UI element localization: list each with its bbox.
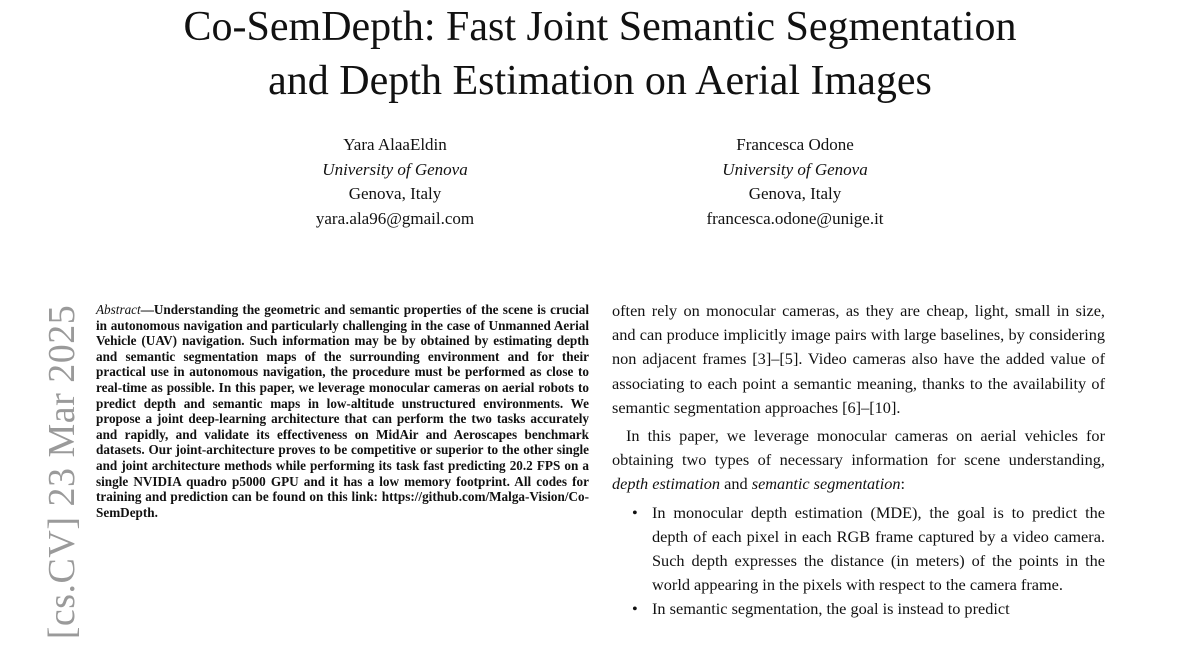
author-location: Genova, Italy [348,184,442,203]
arxiv-stamp-text: [cs.CV] 23 Mar 2025 [41,304,83,640]
abstract [96,302,589,520]
abstract-text: —Understanding the geometric and semantic properties of the scene is crucial in autonomous navigation and particularly challenging in the case of Unmanned Aerial Vehicle (UAV) navigation. Such information may be by obtained by estimating depth and semantic segmentation maps of the surrounding environment and for their practical use in autonomous navigation, the procedure must be performed as close to real-time as possible. In this paper, we leverage monocular cameras on aerial robots to predict depth and semantic maps in low-altitude unstructured environments. We propose a joint deep-learning architecture that can perform the two tasks accurately and rapidly, and validate its effectiveness on MidAir and Aeroscapes benchmark datasets. Our joint-architecture proves to be competitive or superior to the other single and joint architecture methods while performing its task fast predicting 20.2 FPS on a single NVIDIA quadro p5000 GPU and it has a low memory footprint. All codes for training and prediction can be found on this link: https://github.com/Malga-Vision/Co-SemDepth. [96,302,589,520]
title-line-2: and Depth Estimation on Aerial Images [268,58,932,104]
task-list [612,501,1105,622]
author-name: Yara AlaaEldin [343,135,447,154]
author-email[interactable]: francesca.odone@unige.it [706,208,884,228]
right-column [612,299,1105,622]
author-affiliation: University of Genova [722,159,868,179]
paragraph-text: and [720,474,752,494]
emphasis-semantic-segmentation: semantic segmentation [751,474,901,494]
title-line-1: Co-SemDepth: Fast Joint Semantic Segmentation [183,4,1017,50]
paragraph-text: In this paper, we leverage monocular cameras on aerial vehicles for obtaining two types of necessary information for scene understanding, [612,426,1105,470]
author-location: Genova, Italy [748,184,842,203]
author-name: Francesca Odone [736,135,854,154]
author-block-2 [645,133,945,231]
paper-title [0,0,1200,108]
author-affiliation: University of Genova [322,159,468,179]
author-block-1 [245,133,545,231]
abstract-label: Abstract [96,302,141,317]
list-item: • In semantic segmentation, the goal is instead to predict [612,597,1105,621]
list-item: • In monocular depth estimation (MDE), the goal is to predict the depth of each pixel in each RGB frame captured by a video camera. Such depth expresses the distance (in meters) of the points in the world appearing in the pixels with respect to the camera frame. [612,501,1105,598]
body-paragraph-1: often rely on monocular cameras, as they are cheap, light, small in size, and can produce implicitly image pairs with large baselines, by considering non adjacent frames [3]–[5]. Video cameras also have the added value of associating to each point a semantic meaning, thanks to the availability of semantic segmentation approaches [6]–[10]. [612,301,1105,417]
body-paragraph-2 [612,424,1105,497]
paragraph-text: : [900,474,906,494]
author-email[interactable]: yara.ala96@gmail.com [315,208,475,228]
emphasis-depth-estimation: depth estimation [612,474,721,494]
